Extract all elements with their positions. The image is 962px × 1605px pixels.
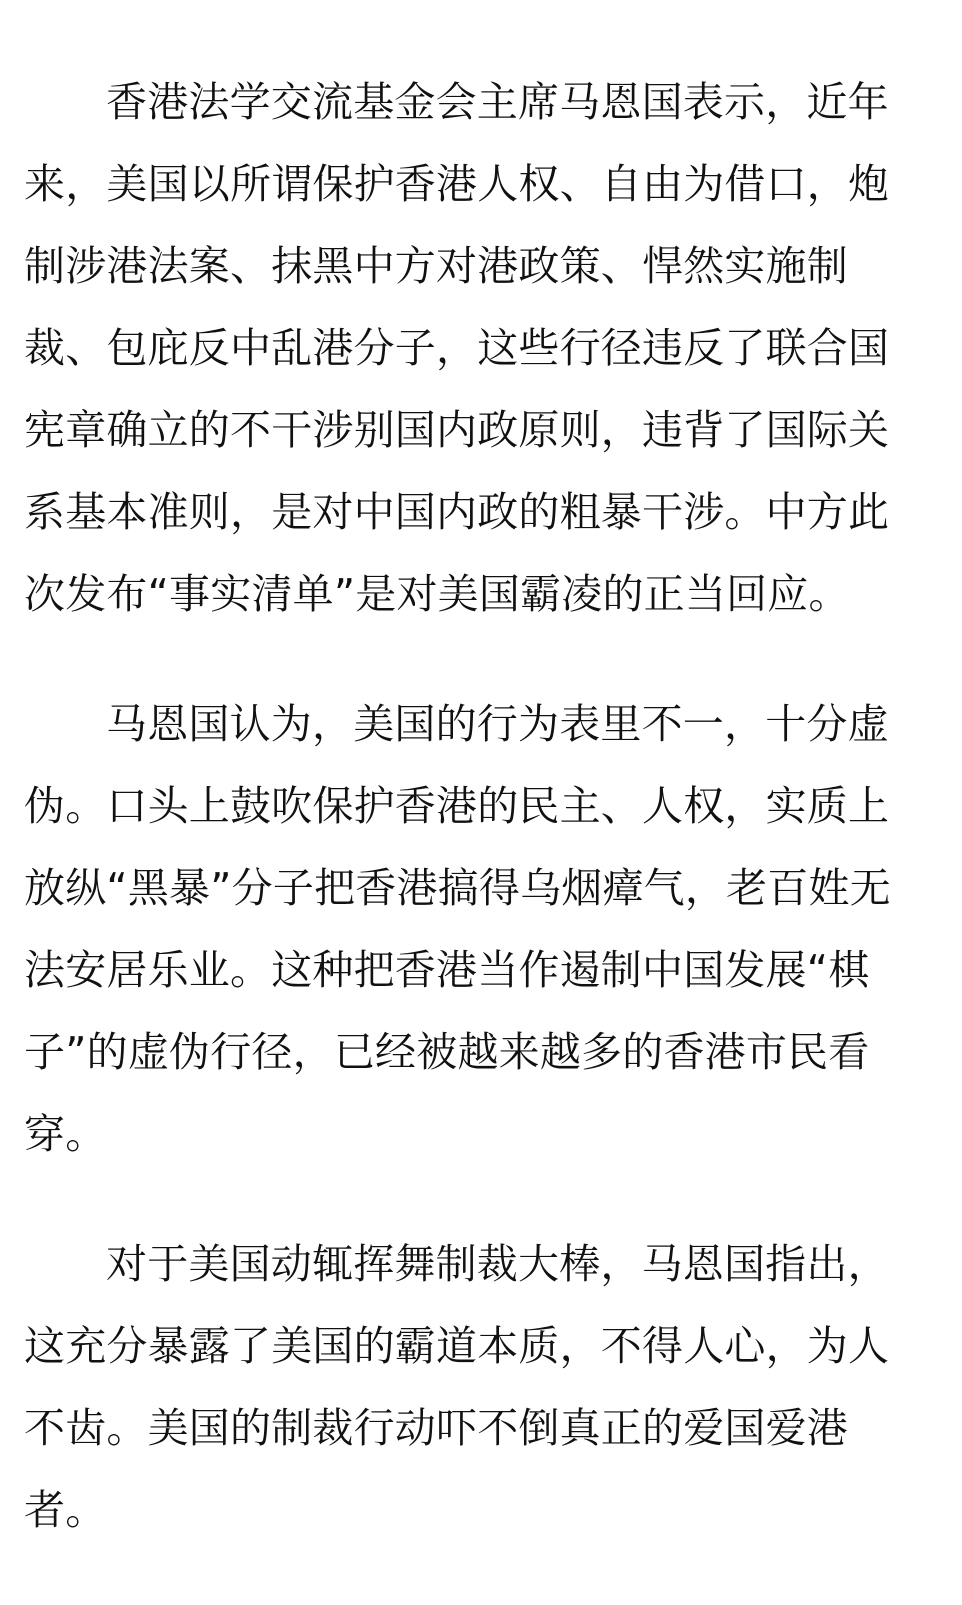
text-line: 制涉港法案、抹黑中方对港政策、悍然实施制 — [24, 242, 848, 290]
text-line: 穿。 — [24, 1110, 107, 1158]
text-line: 伪。口头上鼓吹保护香港的民主、人权，实质上 — [24, 782, 890, 830]
text-line: 这充分暴露了美国的霸道本质，不得人心，为人 — [24, 1322, 890, 1370]
text-line: 马恩国认为，美国的行为表里不一，十分虚 — [106, 700, 889, 748]
text-line: 法安居乐业。这种把香港当作遏制中国发展“棋 — [24, 946, 870, 994]
text-line: 系基本准则，是对中国内政的粗暴干涉。中方此 — [24, 488, 890, 536]
text-line: 宪章确立的不干涉别国内政原则，违背了国际关 — [24, 406, 890, 454]
text-line: 香港法学交流基金会主席马恩国表示，近年 — [106, 78, 889, 126]
text-line: 者。 — [24, 1486, 107, 1534]
text-line: 次发布“事实清单”是对美国霸凌的正当回应。 — [24, 570, 850, 618]
text-line: 来，美国以所谓保护香港人权、自由为借口，炮 — [24, 160, 890, 208]
paragraph-1 — [24, 61, 938, 635]
text-line: 放纵“黑暴”分子把香港搞得乌烟瘴气，老百姓无 — [24, 864, 891, 912]
paragraph-3 — [24, 1223, 938, 1551]
text-line: 子”的虚伪行径，已经被越来越多的香港市民看 — [24, 1028, 870, 1076]
text-line: 不齿。美国的制裁行动吓不倒真正的爱国爱港 — [24, 1404, 848, 1452]
text-line: 裁、包庇反中乱港分子，这些行径违反了联合国 — [24, 324, 890, 372]
paragraph-2 — [24, 683, 938, 1175]
text-line: 对于美国动辄挥舞制裁大棒，马恩国指出， — [106, 1240, 889, 1288]
